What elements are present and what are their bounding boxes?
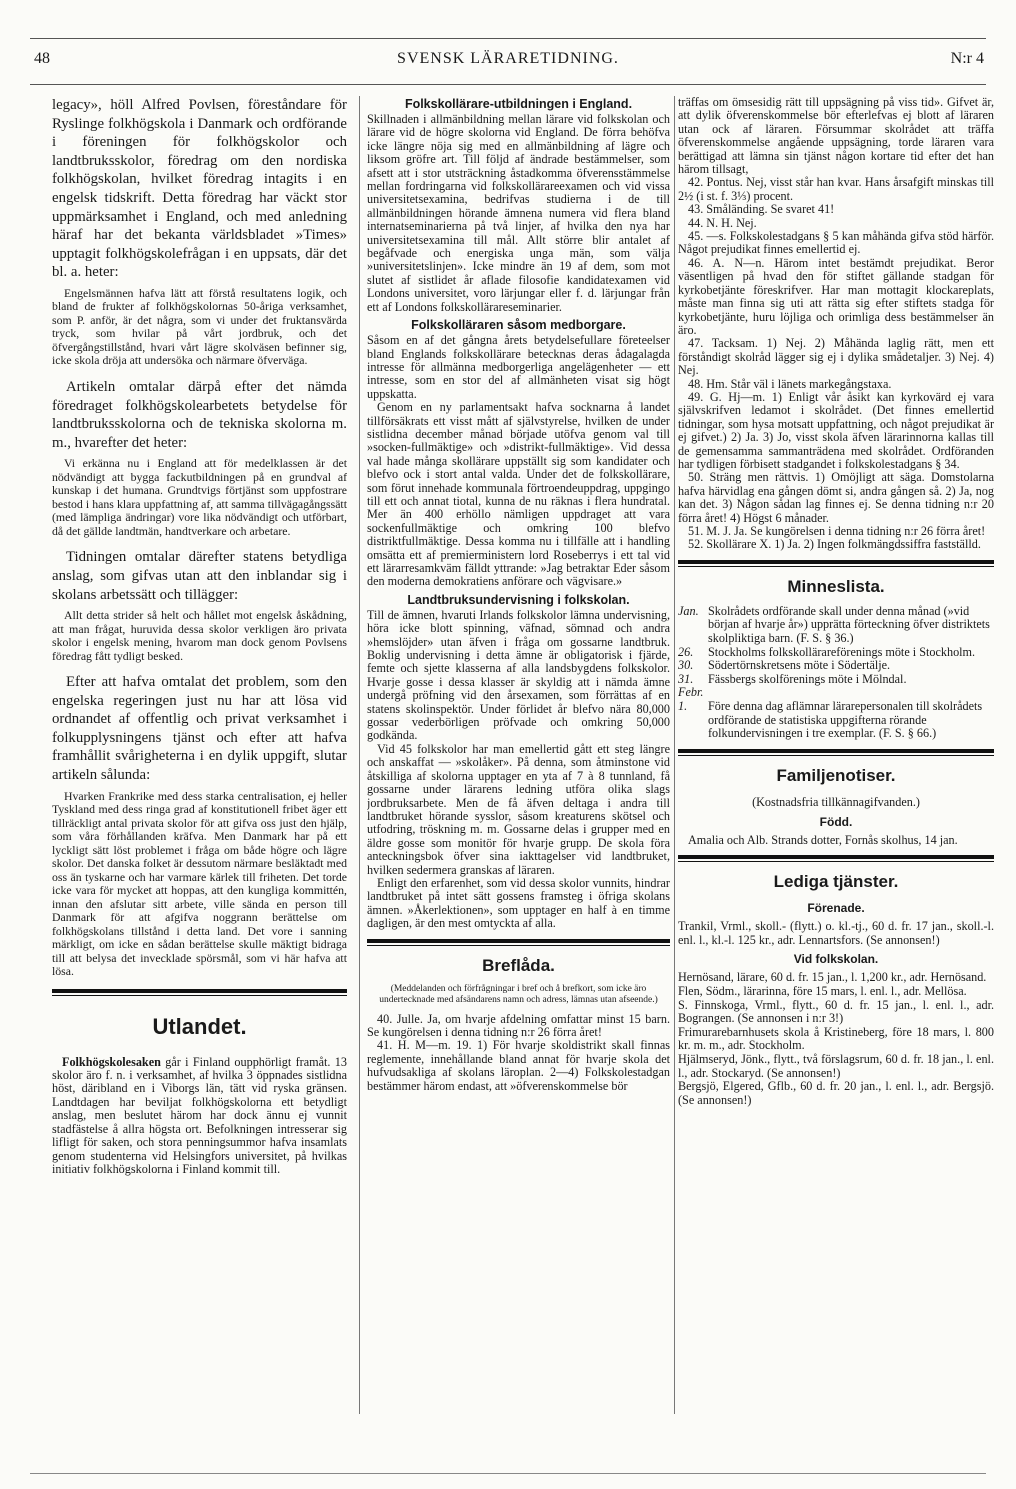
section-divider — [678, 749, 994, 756]
issue-number: N:r 4 — [950, 50, 984, 67]
subheading: Landtbruksundervisning i folkskolan. — [407, 592, 630, 607]
mailbox-answer: 44. N. H. Nej. — [688, 215, 757, 230]
quote: Engelsmännen hafva lätt att förstå resultatens logik, och bland de frukter af folkhögskolornas 50-åriga verksamhet, som P. anför, är det några, som vi under det fruktansvärda tryck, som hvilar på vårt jordbruk, och det öfvergångstillstånd, hvari vårt lägre skolväsen befinner sig, icke skola dröja att undersöka och närmare öfverväga. — [52, 285, 347, 368]
article-text: Såsom en af det gångna årets betydelsefullare företeelser bland Englands folkskollärare betecknas deras ådagalagda intresse för allmänna medborgerliga angelägenheter — ett intresse, som en stor del af allmänheten visat sig högt uppskatta. — [367, 333, 670, 401]
memo-text: Södertörnskretsens möte i Södertälje. — [708, 658, 891, 673]
quote: Hvarken Frankrike med dess starka centralisation, ej heller Tyskland med dess ringa grad af konstitutionell fribet äger ett tillräckligt antal privata skolor för att gifva oss just den hjälp, som våra förhållanden kräfva. Men Danmark har på ett lyckligt sätt löst problemet i fråga om både högre och lägre skolor. Det danska folket är dessutom närmare besläktadt med oss än tyskarne och har varmare kärlek till friheten. Det torde icke vara för mycket att hoppas, att den kungliga kommittén, innan den afslutar sitt arbete, ville sända en person till Danmark för att afgifva noggrann berättelse om folkhögskolans tillstånd i detta land. Det vore i sanning märkligt, om icke en sådan berättelse skulle mäktigt bidraga till att belysa det invecklade spörsmål, som vi här hafva att lösa. — [52, 788, 347, 979]
column-1 — [52, 96, 347, 1414]
mailbox-answer: 49. G. Hj—m. 1) Enligt vår åsikt kan kyrkovärd ej vara självskrifven ledamot i skolrådet. (Det finnes emellertid tidningar, som hysa motsatt uppfattning, och något prejudikat är ej gifvet.) 2) Ja. 3) Jo, visst skola äfven lärarinnorna kallas till de gemensamma sammanträdena med skolrådet. Ordföranden har tydligen förbisett stadgandet i folkskolestadgans § 34. — [678, 389, 994, 471]
memo-item — [678, 605, 994, 646]
page-number: 48 — [34, 50, 50, 67]
memo-item — [678, 686, 994, 700]
page-bottom-rule — [30, 1473, 986, 1474]
vacancy-ad: Trankil, Vrml., skoll.- (flytt.) o. kl.-tj., 60 d. fr. 17 jan., skoll.-l. enl. l., kl.-l. 125 kr., adr. Lennartsfors. (Se annonsen!) — [678, 919, 994, 947]
born-notice: Amalia och Alb. Strands dotter, Fornås skolhus, 14 jan. — [688, 832, 958, 847]
column-rule-1 — [359, 96, 360, 1414]
mailbox-answer: 50. Sträng men rättvis. 1) Omöjligt att säga. Domstolarna hafva härvidlag ena gången dömt si, andra gången så. 2) Ja, nog kan det. 3) Någon sådan lag finnes ej. Se denna tidning n:r 20 förra året! 4) Högst 6 månader. — [678, 470, 994, 525]
mailbox-answer: 42. Pontus. Nej, visst står han kvar. Hans årsafgift minskas till 2½ (i st. f. 3⅓) procent. — [678, 175, 994, 203]
vacancy-ad: Bergsjö, Elgered, Gflb., 60 d. fr. 20 jan., l. enl. l., adr. Bergsjö. (Se annonsen!) — [678, 1079, 994, 1107]
memo-item — [678, 673, 994, 687]
quote: Allt detta strider så helt och hållet mot engelsk åskådning, att man frågat, huruvida dessa skolor verkligen äro privata skolor i engelsk mening, hvarom man dock genom Povlsens föredrag fått tydligt besked. — [52, 608, 347, 663]
header-rule-bottom — [30, 84, 986, 85]
memo-date: 1. — [678, 698, 688, 713]
article-paragraph: Efter att hafva omtalat det problem, som den engelska regeringen just nu har att lösa vid ordnandet af offentlig och privat verksamhet i folkupplysningens tjänst och efter att hafva framhållit svårigheterna i en dylik uppgift, slutar artikeln sålunda: — [52, 674, 347, 784]
memo-text: Stockholms folkskollärareförenings möte i Stockholm. — [708, 644, 976, 659]
subheading: Folkskollärare-utbildningen i England. — [404, 97, 633, 111]
section-divider — [678, 855, 994, 862]
section-divider — [678, 560, 994, 567]
mailbox-answer: 51. M. J. Ja. Se kungörelsen i denna tidning n:r 26 förra året! — [688, 524, 986, 538]
merged-label: Förenade. — [807, 901, 865, 916]
memo-text: Före denna dag aflämnar lärarepersonalen till skolrådets ordförande de statistiska uppgifterna rörande folkundervisningen i tre exemplar. (F. S. § 66.) — [708, 698, 983, 741]
article-paragraph: Tidningen omtalar därefter statens betydliga anslag, som gifvas utan att den inblandar sig i skolans arbetssätt och tillägger: — [52, 549, 347, 603]
column-2 — [367, 96, 670, 1414]
vacancy-ad: S. Finnskoga, Vrml., flytt., 60 d. fr. 15 jan., l. enl. l., adr. Bograngen. (Se annonsen i n:r 3!) — [678, 997, 994, 1026]
memo-item — [678, 659, 994, 673]
mailbox-answer: 52. Skollärare X. 1) Ja. 2) Ingen folkmängdssiffra fastställd. — [688, 537, 981, 552]
abroad-text: går i Finland oupphörligt framåt. 13 skolor äro f. n. i verksamhet, af hvilka 3 öppnades sistlidna höst, däribland en i Viborgs län, tätt vid ryska gränsen. Landtdagen har beviljat folkhögskolorna ett betydligt anslag, men beslutet härom har dock ännu ej vunnit stadfästelse å allra högsta ort. Befolkningen intresserar sig lifligt för saken, och stora penningsummor hafva insamlats genom studenterna vid Helsingfors universitet, på hvilkas initiativ folkhögskolorna i Finland kommit till. — [52, 1054, 347, 1176]
section-heading-memo: Minneslista. — [787, 576, 885, 596]
family-subtitle: (Kostnadsfria tillkännagifvanden.) — [752, 794, 920, 809]
memo-text: Skolrådets ordförande skall under denna månad (»vid början af hvarje år») upprätta förteckning öfver distriktets skolpliktiga barn. (F. S. § 36.) — [708, 603, 990, 645]
memo-item — [678, 700, 994, 741]
mailbox-answer: 46. A. N—n. Härom intet bestämdt prejudikat. Beror väsentligen på hvad den för stiftet gällande stadgan för kyrkobetjänte föreskrifver. Har man mottagit klockareplats, måste man finna sig uti att rätta sig efter stiftets stadga för kyrkobetjänte, huru löjliga och orimliga dess bestämmelser än äro. — [678, 255, 994, 337]
vacancy-ad: Hjälmseryd, Jönk., flytt., två förslagsrum, 60 d. fr. 18 jan., l. enl. l., adr. Stockaryd. (Se annonsen!) — [678, 1051, 994, 1080]
article-text: Till de ämnen, hvaruti Irlands folkskolor lämna undervisning, höra icke blott spinning, väfnad, sömnad och andra »hemslöjder» utan äfven i fråga om gossarne landtbruk. Boklig undervisning i detta ämne är obligatorisk i fjärde, femte och sjette klasserna af alla landsbygdens folkskolor. Hvarje gosse i dessa klasser är skyldig att i nämda ämne undergå pröfning vid den årsexamen, som förrättas af en statens skolinspektör. Under förlidet år blefvo nära 80,000 gossar vederbörligen pröfvade och omkring 50,000 godkända. — [367, 607, 670, 743]
section-heading-abroad: Utlandet. — [152, 1013, 247, 1039]
mailbox-note: (Meddelanden och förfrågningar i bref och å brefkort, som icke äro undertecknade med afsändarens namn och adress, lämnas utan afseende.) — [379, 983, 658, 1005]
memo-date: Jan. — [678, 603, 699, 618]
mailbox-answer: 45. —s. Folkskolestadgans § 5 kan måhända gifva stöd härför. Något prejudikat finnes emellertid ej. — [678, 229, 994, 257]
mailbox-answer: 40. Julle. Ja, om hvarje afdelning omfattar minst 15 barn. Se kungörelsen i denna tidning n:r 26 förra året! — [367, 1011, 670, 1039]
memo-text — [708, 686, 994, 700]
article-paragraph: Artikeln omtalar därpå efter det nämda föredraget folkhögskolearbetets betydelse för landtbruksskolorna och de tekniska skolorna m. m., hvarefter det heter: — [52, 378, 347, 451]
article-text: Vid 45 folkskolor har man emellertid gått ett steg längre och anskaffat — »skolåker». På denna, som åtminstone vid åtskilliga af skolorna upptager en yta af 7 à 8 tunnland, få gossarne under lärarens ledning utföra olika slags jordbruksarbete. Men de få äfven deltaga i andra till landtbruket hörande sysslor, såsom kreaturens skötsel och utfodring, tröskning m. m. Gossarne delas i grupper med en äldre gosse som monitör för hvarje grupp. De skola föra anteckningsbok öfver sina iakttagelser vid landtbruket, hvilken sedermera granskas af läraren. — [367, 741, 670, 877]
memo-date: 26. — [678, 644, 694, 659]
column-rule-2 — [674, 96, 675, 1414]
memo-list — [678, 605, 994, 741]
born-label: Född. — [819, 814, 853, 829]
mailbox-answer: träffas om ömsesidig rätt till uppsägning på viss tid». Gifvet är, att dylik öfverenskommelse bör efterlefvas ej blott af läraren utan ock af läraren. Försummar skolrådet att träffa öfverenskommelse angående uppsägning, torde läraren vara berättigad att lämna sin tjänst någon kortare tid efter det han härom tillsagt, — [678, 96, 994, 177]
section-heading-vacancies: Lediga tjänster. — [773, 872, 899, 892]
memo-date: 30. — [678, 658, 694, 673]
journal-title: SVENSK LÄRARETIDNING. — [397, 50, 619, 67]
vacancy-ad: Frimurarebarnhusets skola å Kristineberg, före 18 mars, l. 800 kr. m. m., adr. Stockholm. — [678, 1024, 994, 1053]
quote: Vi erkänna nu i England att för medelklassen är det nödvändigt att bygga fackutbildningen på en grundval af kunskap i det humana. Grundtvigs förtjänst som uppfostrare bestod i hans klara uppfattning af, att samma tillvägagångssätt (med lämpliga ändringar) vore lika nödvändigt och utförbart, då det gällde landtmän, handtverkare och arbetare. — [52, 456, 347, 538]
article-paragraph: legacy», höll Alfred Povlsen, föreståndare för Ryslinge folkhögskola i Danmark och ordförande i föreningen för folkhögskolor och landtbruksskolor, föredrag om den nordiska folkhögskolan, hvilket föredrag intagits i en engelsk tidskrift. Detta föredrag har väckt stor uppmärksamhet i England, och med anledning häraf har det bekanta världsbladet »Times» upptagit folkhögskolefrågan i en uppsats, där det bl. a. heter: — [52, 97, 347, 281]
memo-date: Febr. — [678, 685, 704, 700]
mailbox-answer: 48. Hm. Står väl i länets markegångstaxa. — [688, 376, 892, 391]
mailbox-answer: 41. H. M—m. 19. 1) För hvarje skoldistrikt skall finnas reglemente, innehållande bland annat för hvarje skola det hufvudsakliga af skolans läroplan. 2—4) Folkskolestadgan bestämmer härom endast, att »öfverenskommelse bör — [367, 1038, 670, 1093]
article-text: Enligt den erfarenhet, som vid dessa skolor vunnits, hindrar landtbruket på intet sätt gossens framsteg i öfriga skolans ämnen. »Åkerlektionen», som upptager en half à en timme dagligen, är den mest omtyckta af alla. — [367, 875, 670, 931]
header-rule-top — [30, 38, 986, 39]
abroad-paragraph — [52, 1056, 347, 1177]
memo-item — [678, 646, 994, 660]
mailbox-answer: 43. Småländing. Se svaret 41! — [688, 202, 835, 217]
article-text: Genom en ny parlamentsakt hafva socknarna å landet tillförsäkrats ett visst mått af självstyrelse, hvilken de under sistlidna december månad började utöfva genom val till »socken-fullmäktige» och »distrikt-fullmäktige». Vid dessa val hade många skollärare uppställt sig som kandidater och blefvo ock i stort antal valda. Under det de folkskollärare, som förut innehade kommunala förtroendeuppdrag, uppgingo till ett och annat tiotal, kunna de nu räknas i flera hundratal. Mer än 400 erhöllo nämligen uppdraget att vara sockenfullmäktige och omkring 100 blefvo distriktfullmäktige. Dessa komma nu i tillfälle att i handling omsätta ett af premierministern lord Roseberrys i ett tal vid ett lärarresamkväm fälldt yttrande: »Jag betraktar Eder såsom den moderna demokratiens anförare och vägvisare.» — [367, 400, 670, 589]
section-divider — [52, 989, 347, 996]
vacancy-ad: Flen, Södm., lärarinna, före 15 mars, l. enl. l., adr. Mellösa. — [678, 983, 967, 998]
memo-text: Fässbergs skolförenings möte i Mölndal. — [708, 671, 907, 686]
article-text: Skillnaden i allmänbildning mellan lärare vid folkskolan och lärare vid de högre skolorna vid England. De förra behöfva icke längre nöja sig med en allmänbildning af lägre och liksom gröfre art. Till följd af ändrade bestämmelser, som afsett att i stor utsträckning åstadkomma öfverensstämmelse mellan fordringarna vid folkskollärareexamen och vid vissa universitetsexamina, bedrifvas studierna i de till allmänbildningen hörande ämnena numera vid flera bland internatseminarierna på två linjer, af hvilka den nya har universitetsexamina till mål. Allt större blir antalet af begåfvade och energiska unga män, som välja »universitetslinjen». Icke mindre än 19 af dem, som mot slutet af sistlidet år aflade filosofie kandidatexamen vid Londons universitet, voro lärjungar eller f. d. lärjungar från ett af Londons folkskollärareseminarier. — [367, 112, 670, 314]
column-3 — [678, 96, 994, 1414]
section-divider — [367, 939, 670, 946]
subheading: Folkskolläraren såsom medborgare. — [411, 318, 626, 333]
section-heading-family: Familjenotiser. — [776, 765, 896, 785]
abroad-lead: Folkhögskolesaken — [62, 1054, 161, 1069]
memo-date: 31. — [678, 671, 694, 686]
vacancy-ad: Hernösand, lärare, 60 d. fr. 15 jan., l. 1,200 kr., adr. Hernösand. — [678, 970, 987, 985]
folkschool-label: Vid folkskolan. — [793, 952, 879, 967]
section-heading-mailbox: Breflåda. — [482, 955, 555, 975]
mailbox-answer: 47. Tacksam. 1) Nej. 2) Måhända laglig rätt, men ett förståndigt skolråd lägger sig ej i dylika smådetaljer. 3) Nej. 4) Nej. — [678, 336, 994, 378]
